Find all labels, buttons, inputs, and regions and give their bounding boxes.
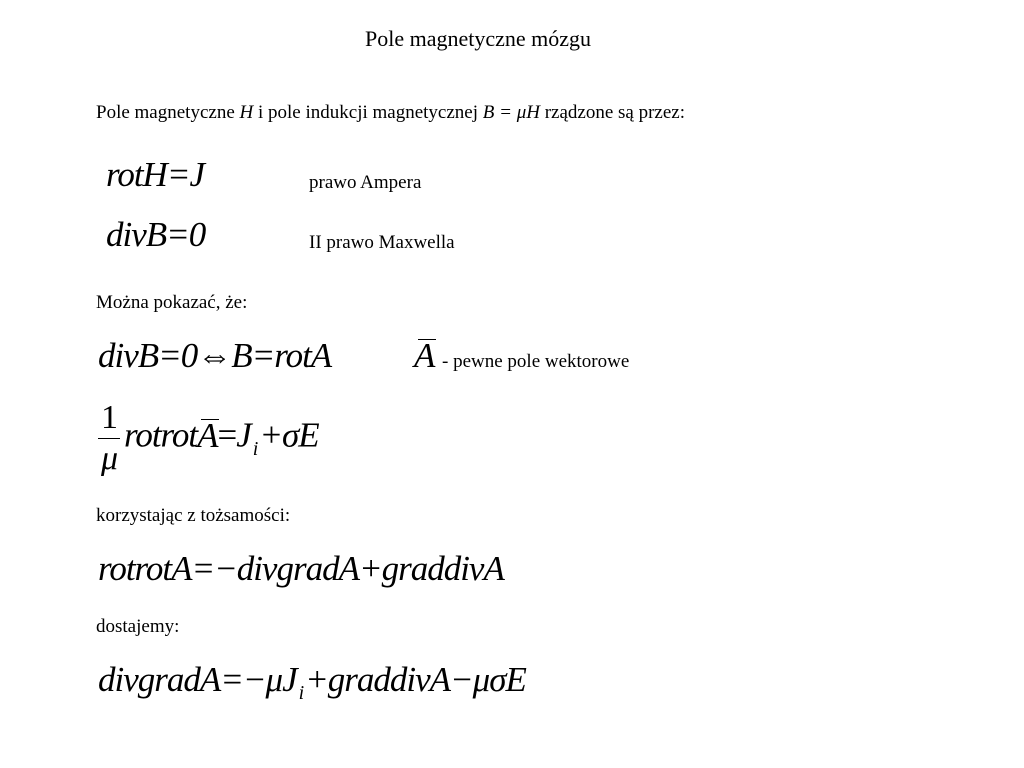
ampere-equation: rotH=J [106, 155, 204, 194]
vector-potential-label: - pewne pole wektorowe [442, 351, 630, 372]
result-lhs: divgradA=−μJ [98, 660, 297, 699]
rotrot-j: J [236, 415, 251, 455]
identity-equation: rotrotA=−divgradA+graddivA [98, 549, 504, 588]
maxwell-label: II prawo Maxwella [309, 232, 455, 253]
result-sub: i [298, 682, 304, 704]
page-title: Pole magnetyczne mózgu [364, 26, 592, 51]
fraction-denominator: μ [100, 440, 118, 477]
ampere-label: prawo Ampera [309, 172, 422, 193]
intro-line [96, 102, 685, 124]
result-rhs: +graddivA−μσE [305, 660, 526, 699]
identity-text: korzystając z tożsamości: [96, 505, 291, 526]
result-text: dostajemy: [96, 616, 180, 637]
fraction [98, 398, 120, 479]
intro-h: H [239, 102, 254, 123]
rotrot-lhs: rotrot [124, 415, 198, 455]
rotrot-eq: = [217, 415, 237, 455]
intro-pre: Pole magnetyczne [96, 102, 240, 123]
fraction-numerator: 1 [101, 399, 117, 436]
vector-potential-symbol [414, 336, 434, 376]
vector-potential-equation: divB=0⇔B=rotA [98, 336, 332, 375]
intro-post: rządzone są przez: [539, 102, 685, 123]
rotrot-rhs: +σE [259, 415, 319, 455]
maxwell-equation: divB=0 [106, 215, 206, 254]
shown-text: Można pokazać, że: [96, 292, 248, 313]
result-equation [98, 660, 526, 705]
rotrot-sub: i [252, 437, 258, 460]
rotrot-a: A [197, 415, 218, 455]
intro-mid: i pole indukcji magnetycznej [253, 102, 483, 123]
vector-a: A [414, 336, 435, 375]
intro-formula: B = μH [482, 102, 540, 123]
rotrot-equation [98, 398, 319, 479]
